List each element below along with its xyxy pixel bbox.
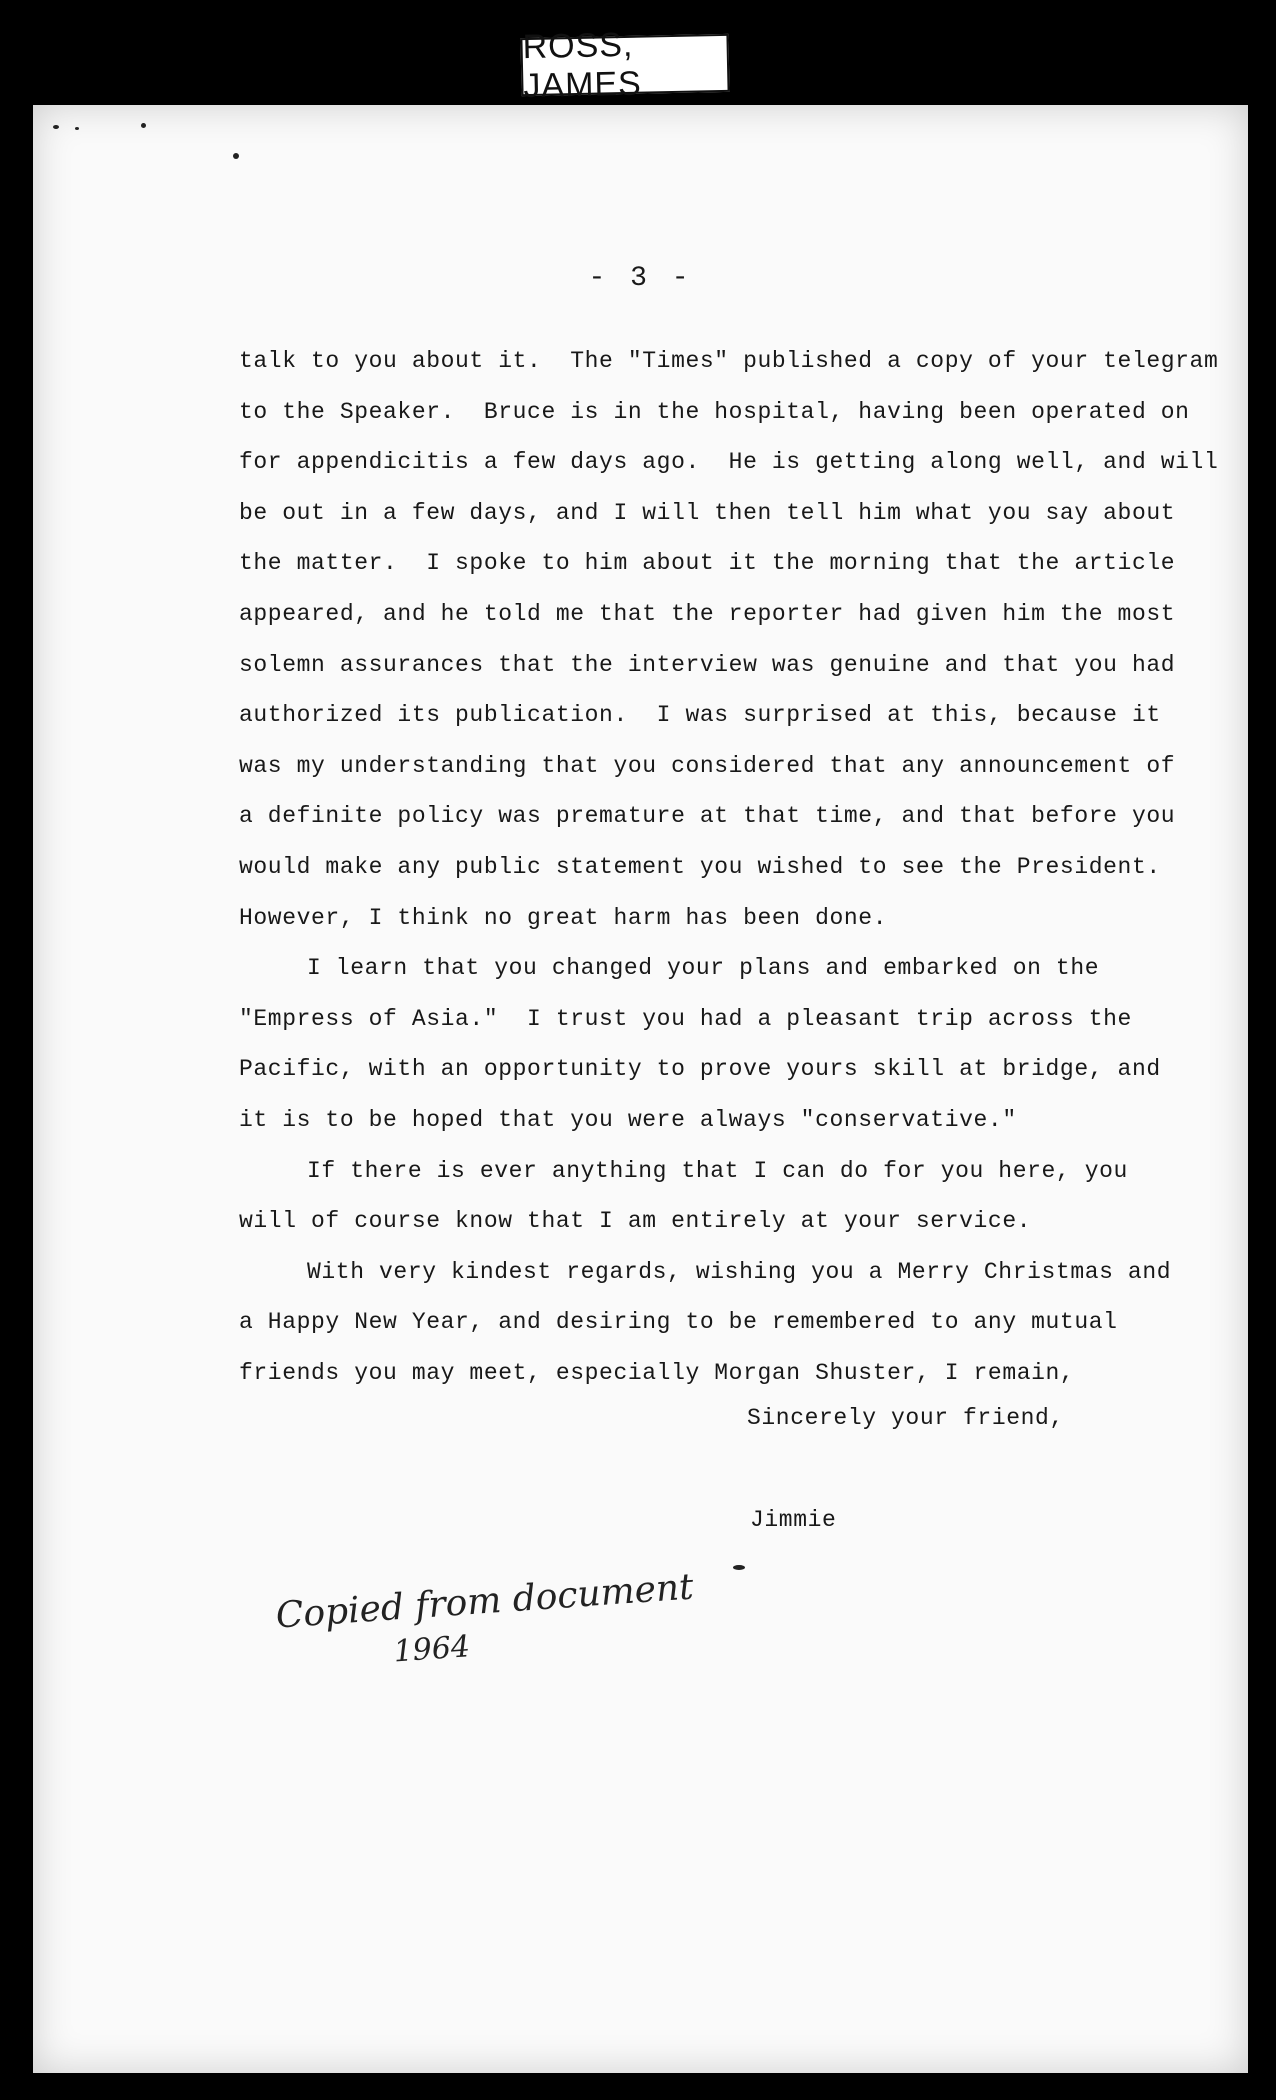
letter-line: appeared, and he told me that the reporter had given him the most xyxy=(239,601,1176,627)
scan-speck xyxy=(53,125,59,129)
letter-line: would make any public statement you wished to see the President. xyxy=(239,854,1161,880)
letter-line: With very kindest regards, wishing you a Merry Christmas and xyxy=(307,1259,1172,1285)
letter-line: Pacific, with an opportunity to prove yours skill at bridge, and xyxy=(239,1056,1161,1082)
letter-line: solemn assurances that the interview was genuine and that you had xyxy=(239,652,1176,678)
letter-line: it is to be hoped that you were always "conservative." xyxy=(239,1107,1017,1133)
letter-page xyxy=(33,105,1248,2073)
scan-speck xyxy=(141,123,146,128)
page-number: - 3 - xyxy=(588,263,693,294)
letter-line: If there is ever anything that I can do for you here, you xyxy=(307,1158,1128,1184)
annotation-text: Copied from document xyxy=(274,1566,695,1637)
letter-line: was my understanding that you considered that any announcement of xyxy=(239,753,1176,779)
annotation-year: 1964 xyxy=(392,1629,472,1670)
closing-line: Sincerely your friend, xyxy=(747,1405,1064,1431)
letter-line: authorized its publication. I was surprised at this, because it xyxy=(239,702,1161,728)
scan-speck xyxy=(233,153,239,159)
letter-line: I learn that you changed your plans and embarked on the xyxy=(307,955,1100,981)
letter-line: talk to you about it. The "Times" published a copy of your telegram xyxy=(239,348,1219,374)
letter-line: will of course know that I am entirely at your service. xyxy=(239,1208,1032,1234)
letter-line: the matter. I spoke to him about it the morning that the article xyxy=(239,550,1176,576)
letter-line: a Happy New Year, and desiring to be remembered to any mutual xyxy=(239,1309,1118,1335)
letter-line: friends you may meet, especially Morgan Shuster, I remain, xyxy=(239,1360,1075,1386)
handwritten-annotation xyxy=(274,1566,698,1683)
scan-speck xyxy=(75,127,79,130)
letter-line: "Empress of Asia." I trust you had a pleasant trip across the xyxy=(239,1006,1132,1032)
letter-line: for appendicitis a few days ago. He is getting along well, and will xyxy=(239,449,1219,475)
scan-speck xyxy=(733,1565,745,1570)
letter-line: be out in a few days, and I will then tell him what you say about xyxy=(239,500,1176,526)
letter-line: a definite policy was premature at that time, and that before you xyxy=(239,803,1176,829)
file-label-tag: ROSS, JAMES xyxy=(520,34,729,96)
signature: Jimmie xyxy=(750,1507,837,1533)
letter-line: However, I think no great harm has been done. xyxy=(239,905,888,931)
letter-line: to the Speaker. Bruce is in the hospital, having been operated on xyxy=(239,399,1190,425)
